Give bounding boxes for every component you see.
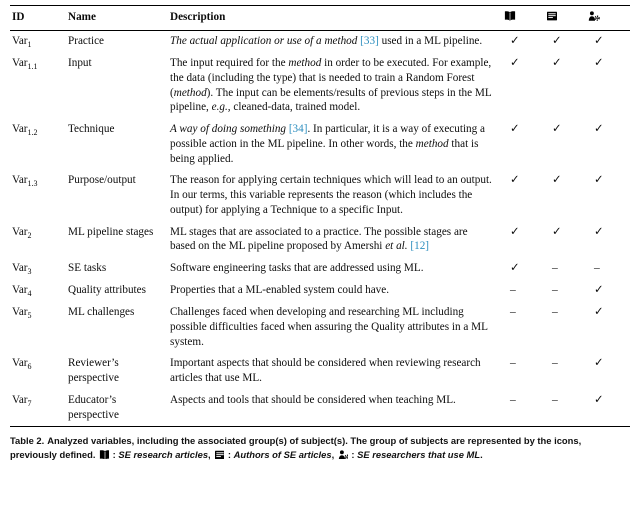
mark-se-researchers-using-ml: ✓ (594, 306, 604, 319)
researcher-gear-icon (588, 10, 600, 22)
table-row (10, 353, 630, 390)
row-id: Var$_3$ (12, 262, 32, 277)
caption-text: Analyzed variables, including the associated group(s) of subject(s). The group of subjects are represented by the icons, previously defined. (10, 435, 582, 460)
legend-item-authors: : Authors of SE articles, (213, 449, 337, 460)
row-description: The input required for the method in order to be executed. For example, the data (including the type) that is needed to train a Random Forest (method). The input can be elements/results of previous steps in the ML pipeline, e.g., cleaned-data, trained model. (170, 57, 492, 114)
mark-se-research-articles: ✓ (510, 174, 520, 187)
row-id: Var$_2$ (12, 225, 32, 241)
header-col-articles (502, 6, 544, 30)
table-caption (10, 434, 630, 461)
row-name: Technique (68, 123, 115, 136)
legend-label: SE researchers that use ML (357, 448, 481, 460)
news-icon (214, 449, 224, 459)
mark-authors-of-se-articles: – (552, 394, 558, 407)
mark-se-researchers-using-ml: ✓ (594, 225, 604, 238)
header-col-authors (544, 6, 586, 30)
row-id: Var$_6$ (12, 357, 32, 372)
row-description: Important aspects that should be considered when reviewing research articles that use ML. (170, 357, 481, 385)
mark-authors-of-se-articles: ✓ (552, 225, 562, 238)
researcher-gear-icon (338, 449, 348, 459)
row-name: SE tasks (68, 262, 107, 275)
row-name: ML challenges (68, 306, 135, 319)
table-row (10, 119, 630, 170)
row-name: Reviewer’s perspective (68, 357, 119, 385)
mark-authors-of-se-articles: – (552, 284, 558, 297)
mark-authors-of-se-articles: ✓ (552, 35, 562, 48)
mark-se-research-articles: – (510, 357, 516, 370)
news-icon (546, 10, 558, 22)
caption-label: Table 2. (10, 435, 45, 447)
mark-se-research-articles: – (510, 394, 516, 407)
book-icon (504, 10, 516, 22)
row-description: Aspects and tools that should be considered when teaching ML. (170, 394, 456, 407)
row-name: Practice (68, 35, 105, 48)
table-row (10, 280, 630, 302)
row-name: Input (68, 57, 92, 70)
row-id: Var$_5$ (12, 306, 32, 321)
mark-se-research-articles: ✓ (510, 262, 520, 275)
legend-item-researchers: : SE researchers that use ML. (337, 449, 483, 460)
row-description: A way of doing something [34]. In particular, it is a way of executing a possible action in the ML pipeline. In other words, the method that is being applied. (170, 123, 486, 165)
row-description: Software engineering tasks that are addressed using ML. (170, 262, 424, 275)
mark-se-researchers-using-ml: ✓ (594, 394, 604, 407)
mark-se-researchers-using-ml: ✓ (594, 174, 604, 187)
row-id: Var$_{1.3}$ (12, 174, 38, 189)
table-row (10, 170, 630, 221)
mark-se-researchers-using-ml: ✓ (594, 35, 604, 48)
row-name: Quality attributes (68, 284, 146, 297)
table-row (10, 258, 630, 280)
mark-authors-of-se-articles: ✓ (552, 123, 562, 136)
table-row (10, 31, 630, 53)
mark-se-researchers-using-ml: ✓ (594, 57, 604, 70)
row-description: The reason for applying certain techniques which will lead to an output. In our terms, this variable represents the reason (which includes the output) for applying a Technique to a specific Input. (170, 174, 492, 216)
mark-se-researchers-using-ml: ✓ (594, 284, 604, 297)
mark-se-research-articles: ✓ (510, 225, 520, 238)
book-icon (99, 449, 109, 459)
mark-authors-of-se-articles: ✓ (552, 174, 562, 187)
header-id: ID (12, 11, 25, 23)
analyzed-variables-table (10, 5, 630, 427)
row-id: Var$_1$ (12, 35, 32, 50)
mark-se-research-articles: – (510, 306, 516, 319)
row-name: Purpose/output (68, 174, 136, 187)
mark-se-researchers-using-ml: – (594, 262, 600, 275)
table-row (10, 221, 630, 258)
table-row (10, 302, 630, 353)
mark-se-research-articles: ✓ (510, 123, 520, 136)
mark-se-research-articles: – (510, 284, 516, 297)
row-id: Var$_4$ (12, 284, 32, 299)
mark-authors-of-se-articles: – (552, 306, 558, 319)
header-col-researchers (586, 6, 630, 30)
mark-authors-of-se-articles: – (552, 262, 558, 275)
table-header-row (10, 6, 630, 31)
row-id: Var$_{1.2}$ (12, 123, 38, 138)
mark-se-research-articles: ✓ (510, 57, 520, 70)
row-description: Properties that a ML-enabled system could have. (170, 284, 390, 297)
citation-link[interactable]: [33] (360, 35, 379, 48)
row-description: Challenges faced when developing and researching ML including possible difficulties faced when assuring the Quality attributes in a ML system. (170, 306, 488, 348)
row-name: ML pipeline stages (68, 225, 154, 238)
row-description: The actual application or use of a method [33] used in a ML pipeline. (170, 35, 483, 48)
header-description: Description (170, 11, 226, 23)
citation-link[interactable]: [12] (410, 240, 430, 253)
mark-se-researchers-using-ml: ✓ (594, 357, 604, 370)
legend-label: Authors of SE articles (233, 448, 332, 460)
row-description: ML stages that are associated to a practice. The possible stages are based on the ML pipeline proposed by Amershi et al. [12] (170, 225, 468, 253)
mark-authors-of-se-articles: ✓ (552, 57, 562, 70)
row-id: Var$_{1.1}$ (12, 57, 38, 72)
legend-item-articles: : SE research articles, (98, 449, 213, 460)
header-name: Name (68, 11, 96, 23)
citation-link[interactable]: [34] (288, 123, 308, 136)
table-row (10, 389, 630, 426)
row-name: Educator’s perspective (68, 394, 119, 421)
row-id: Var$_7$ (12, 394, 32, 409)
legend-label: SE research articles (118, 448, 209, 460)
table-row (10, 53, 630, 119)
mark-se-research-articles: ✓ (510, 35, 520, 48)
table-body (10, 31, 630, 426)
mark-authors-of-se-articles: – (552, 357, 558, 370)
mark-se-researchers-using-ml: ✓ (594, 123, 604, 136)
